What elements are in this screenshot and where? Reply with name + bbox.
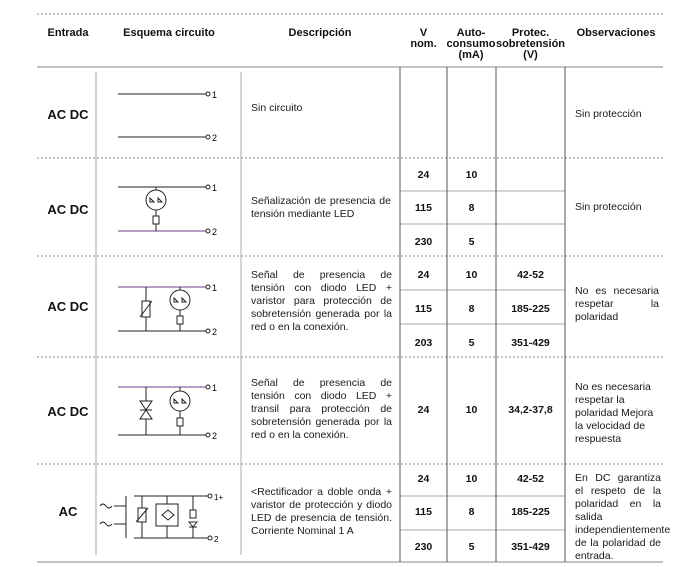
row3-v-2: 115 <box>415 303 432 315</box>
row2-ma-2: 8 <box>468 202 475 214</box>
row5-ma-2: 8 <box>468 506 475 518</box>
row5-descripcion: <Rectificador a doble onda + varistor de protección y diodo LED de presencia de tensión. Corriente Nominal 1 A <box>251 486 392 537</box>
header-autoconsumo-line1: Auto- <box>456 27 486 39</box>
row2-v-3: 230 <box>414 236 433 248</box>
header-protec <box>494 28 567 61</box>
row1-observaciones: Sin protección <box>575 108 642 120</box>
schematic-row5 <box>98 478 238 553</box>
row5-v-1: 24 <box>417 473 430 485</box>
row5-prot-1: 42-52 <box>517 473 544 485</box>
terminal-2-label: 2 <box>212 133 218 143</box>
header-autoconsumo-line2: consumo <box>446 38 496 50</box>
row3-prot-3: 351-429 <box>511 337 550 349</box>
header-protec-line3: (V) <box>523 49 538 61</box>
header-protec-line2: sobretensión <box>495 38 566 50</box>
row5-prot-3: 351-429 <box>511 541 550 553</box>
terminal-1-label: 1 <box>212 183 218 193</box>
schematic-row2 <box>110 175 235 245</box>
row2-ma-1: 10 <box>465 169 478 181</box>
row3-descripcion: Señal de presencia de tensión con diodo LED + varistor para protección de sobretensión generada por la red o en la conexión. <box>251 269 392 333</box>
row3-prot-1: 42-52 <box>517 269 544 281</box>
row4-prot-1: 34,2-37,8 <box>508 404 553 416</box>
terminal-1-label: 1 <box>212 283 218 293</box>
terminal-1-label: 1 <box>212 383 218 393</box>
row2-observaciones: Sin protección <box>575 201 642 213</box>
terminal-1plus-label: 1+ <box>214 493 224 502</box>
row2-v-2: 115 <box>415 202 432 214</box>
row2-ma-3: 5 <box>468 236 475 248</box>
header-protec-line1: Protec. <box>511 27 550 39</box>
header-autoconsumo <box>445 28 497 61</box>
row4-ma-1: 10 <box>465 404 478 416</box>
row5-ma-3: 5 <box>468 541 475 553</box>
header-v-nom-line2: nom. <box>410 38 437 50</box>
row2-v-1: 24 <box>417 169 430 181</box>
schematic-row1 <box>110 80 235 150</box>
terminal-2-label: 2 <box>212 227 218 237</box>
row3-v-3: 203 <box>414 337 433 349</box>
row5-observaciones: En DC garantiza el respeto de la polaridad en la salida independientemente de la polaridad de entrada. <box>575 472 671 562</box>
row3-v-1: 24 <box>417 269 430 281</box>
row5-v-2: 115 <box>415 506 432 518</box>
row2-descripcion: Señalización de presencia de tensión mediante LED <box>251 195 391 220</box>
row5-v-3: 230 <box>414 541 433 553</box>
terminal-2minus-label: 2 <box>214 535 219 544</box>
schematic-row3 <box>110 275 235 345</box>
row4-descripcion: Señal de presencia de tensión con diodo LED + transil para protección de sobretensión generada por la red o en la conexión. <box>251 377 392 441</box>
row4-v-1: 24 <box>417 404 430 416</box>
header-entrada: Entrada <box>47 27 89 39</box>
header-v-nom <box>400 28 447 50</box>
terminal-1-label: 1 <box>212 90 218 100</box>
header-v-nom-line1: V <box>419 27 428 39</box>
row3-entrada: AC DC <box>47 299 89 314</box>
row1-descripcion: Sin circuito <box>251 102 303 114</box>
terminal-2-label: 2 <box>212 431 218 441</box>
row3-ma-3: 5 <box>468 337 475 349</box>
row1-entrada: AC DC <box>47 107 89 122</box>
header-descripcion: Descripción <box>288 27 352 39</box>
header-observaciones: Observaciones <box>576 27 656 39</box>
row3-ma-2: 8 <box>468 303 475 315</box>
row4-observaciones: No es necesaria respetar la polaridad Mejora la velocidad de respuesta <box>575 381 654 445</box>
row2-entrada: AC DC <box>47 202 89 217</box>
row3-observaciones: No es necesaria respetar la polaridad <box>575 285 659 323</box>
schematic-row4 <box>110 377 235 447</box>
header-autoconsumo-line3: (mA) <box>458 49 484 61</box>
header-esquema: Esquema circuito <box>123 27 215 39</box>
row5-ma-1: 10 <box>465 473 478 485</box>
row5-entrada: AC <box>58 504 78 519</box>
row5-prot-2: 185-225 <box>511 506 550 518</box>
row3-ma-1: 10 <box>465 269 478 281</box>
row3-prot-2: 185-225 <box>511 303 550 315</box>
row4-entrada: AC DC <box>47 404 89 419</box>
terminal-2-label: 2 <box>212 327 218 337</box>
